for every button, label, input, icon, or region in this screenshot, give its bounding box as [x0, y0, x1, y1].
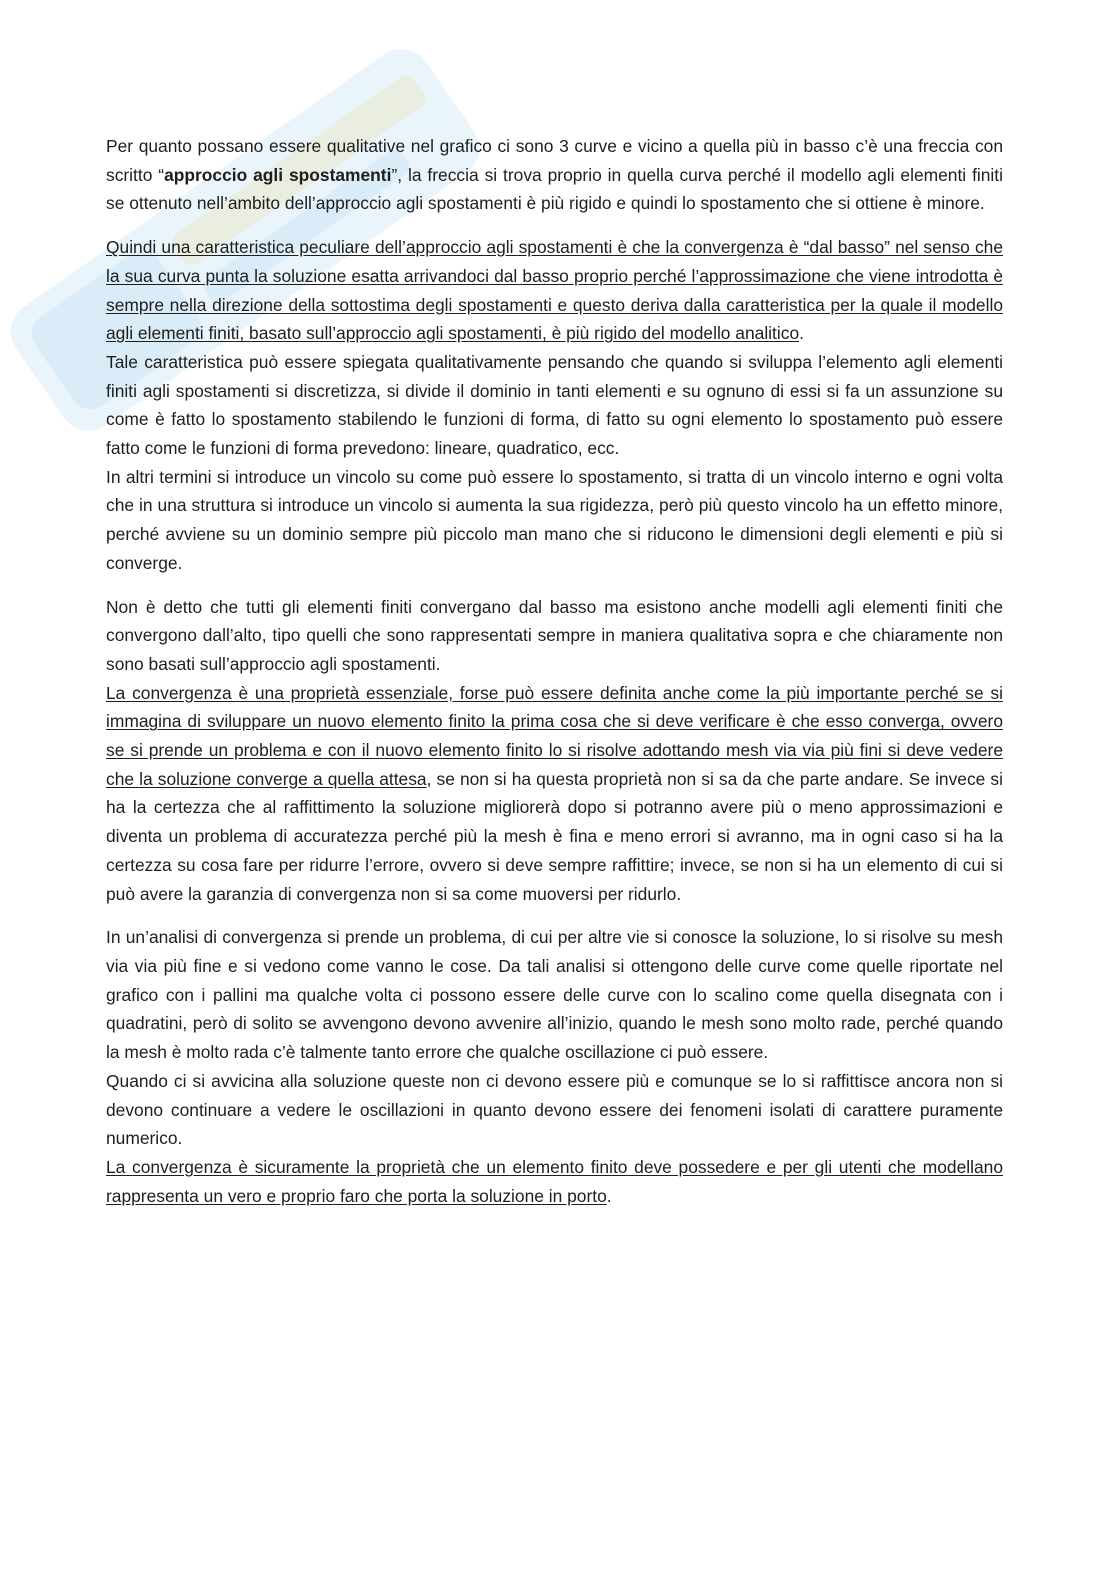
paragraph-5	[106, 593, 1003, 679]
paragraph-9-underlined-text: La convergenza è sicuramente la proprietà che un elemento finito deve possedere e per gli utenti che modellano rappresenta un vero e proprio faro che porta la soluzione in porto	[106, 1156, 1003, 1206]
paragraph-1-text-a: Per quanto possano essere qualitative nel grafico ci sono 3 curve e vicino a quella più in basso c’è una freccia con scritto “	[106, 136, 1003, 185]
paragraph-3-text: Tale caratteristica può essere spiegata qualitativamente pensando che quando si sviluppa l’elemento agli elementi finiti agli spostamenti si discretizza, si divide il dominio in tanti elementi e su ognuno di essi si fa un assunzione su come è fatto lo spostamento stabilendo le funzioni di forma, di fatto su ogni elemento lo spostamento può essere fatto come le funzioni di forma prevedono: lineare, quadratico, ecc.	[106, 351, 1003, 459]
paragraph-9-end-period: .	[606, 1185, 612, 1206]
paragraph-7-text: In un’analisi di convergenza si prende un problema, di cui per altre vie si conosce la soluzione, lo si risolve su mesh via via più fine e si vedono come vanno le cose. Da tali analisi si ottengono delle curve come quelle riportate nel grafico con i pallini ma qualche volta ci possono essere delle curve con lo scalino come quella disegnata con i quadratini, però di solito se avvengono devono avvenire all’inizio, quando le mesh sono molto rade, perché quando la mesh è molto rada c’è talmente tanto errore che qualche oscillazione ci può essere.	[106, 927, 1003, 1063]
paragraph-1-bold-term: approccio agli spostamenti	[164, 164, 392, 185]
paragraph-1	[106, 132, 1003, 218]
paragraph-2-underlined-text: Quindi una caratteristica peculiare dell’approccio agli spostamenti è che la convergenza è “dal basso” nel senso che la sua curva punta la soluzione esatta arrivandoci dal basso proprio perché l’approssimazione che viene introdotta è sempre nella direzione della sottostima degli spostamenti e questo deriva dalla caratteristica per la quale il modello agli elementi finiti, basato sull’approccio agli spostamenti, è più rigido del modello analitico	[106, 237, 1003, 344]
document-body	[106, 132, 1003, 1210]
paragraph-6	[106, 679, 1003, 909]
paragraph-9	[106, 1153, 1003, 1210]
paragraph-2-end-period: .	[799, 323, 804, 344]
paragraph-1-text-b: ”, la freccia si trova proprio in quella curva perché il modello agli elementi finiti se ottenuto nell’ambito dell’approccio agli spostamenti è più rigido e quindi lo spostamento che si ottiene è minore.	[106, 164, 1003, 214]
paragraph-8-text: Quando ci si avvicina alla soluzione queste non ci devono essere più e comunque se lo si raffittisce ancora non si devono continuare a vedere le oscillazioni in quanto devono essere dei fenomeni isolati di carattere puramente numerico.	[106, 1070, 1003, 1149]
paragraph-8	[106, 1067, 1003, 1153]
paragraph-6-underlined-text: La convergenza è una proprietà essenziale, forse può essere definita anche come la più importante perché se si immagina di sviluppare un nuovo elemento finito la prima cosa che si deve verificare è che esso converga, ovvero se si prende un problema e con il nuovo elemento finito lo si risolve adottando mesh via via più fini si deve vedere che la soluzione converge a quella attesa	[106, 682, 1003, 789]
paragraph-3	[106, 348, 1003, 463]
paragraph-7	[106, 923, 1003, 1067]
paragraph-5-text: Non è detto che tutti gli elementi finiti convergano dal basso ma esistono anche modelli agli elementi finiti che convergono dall’alto, tipo quelli che sono rappresentati sempre in maniera qualitativa sopra e che chiaramente non sono basati sull’approccio agli spostamenti.	[106, 596, 1003, 674]
paragraph-4	[106, 463, 1003, 578]
paragraph-2	[106, 233, 1003, 348]
paragraph-4-text: In altri termini si introduce un vincolo su come può essere lo spostamento, si tratta di un vincolo interno e ogni volta che in una struttura si introduce un vincolo si aumenta la sua rigidezza, però più questo vincolo ha un effetto minore, perché avviene su un dominio sempre più piccolo man mano che si riducono le dimensioni degli elementi e più si converge.	[106, 466, 1003, 573]
paragraph-6-text: , se non si ha questa proprietà non si sa da che parte andare. Se invece si ha la certezza che al raffittimento la soluzione migliorerà dopo si potranno avere più o meno approssimazioni e diventa un problema di accuratezza perché più la mesh è fina e meno errori si avranno, ma in ogni caso si ha la certezza su cosa fare per ridurre l’errore, ovvero si deve sempre raffittire; invece, se non si ha un elemento di cui si può avere la garanzia di convergenza non si sa come muoversi per ridurlo.	[106, 768, 1003, 904]
